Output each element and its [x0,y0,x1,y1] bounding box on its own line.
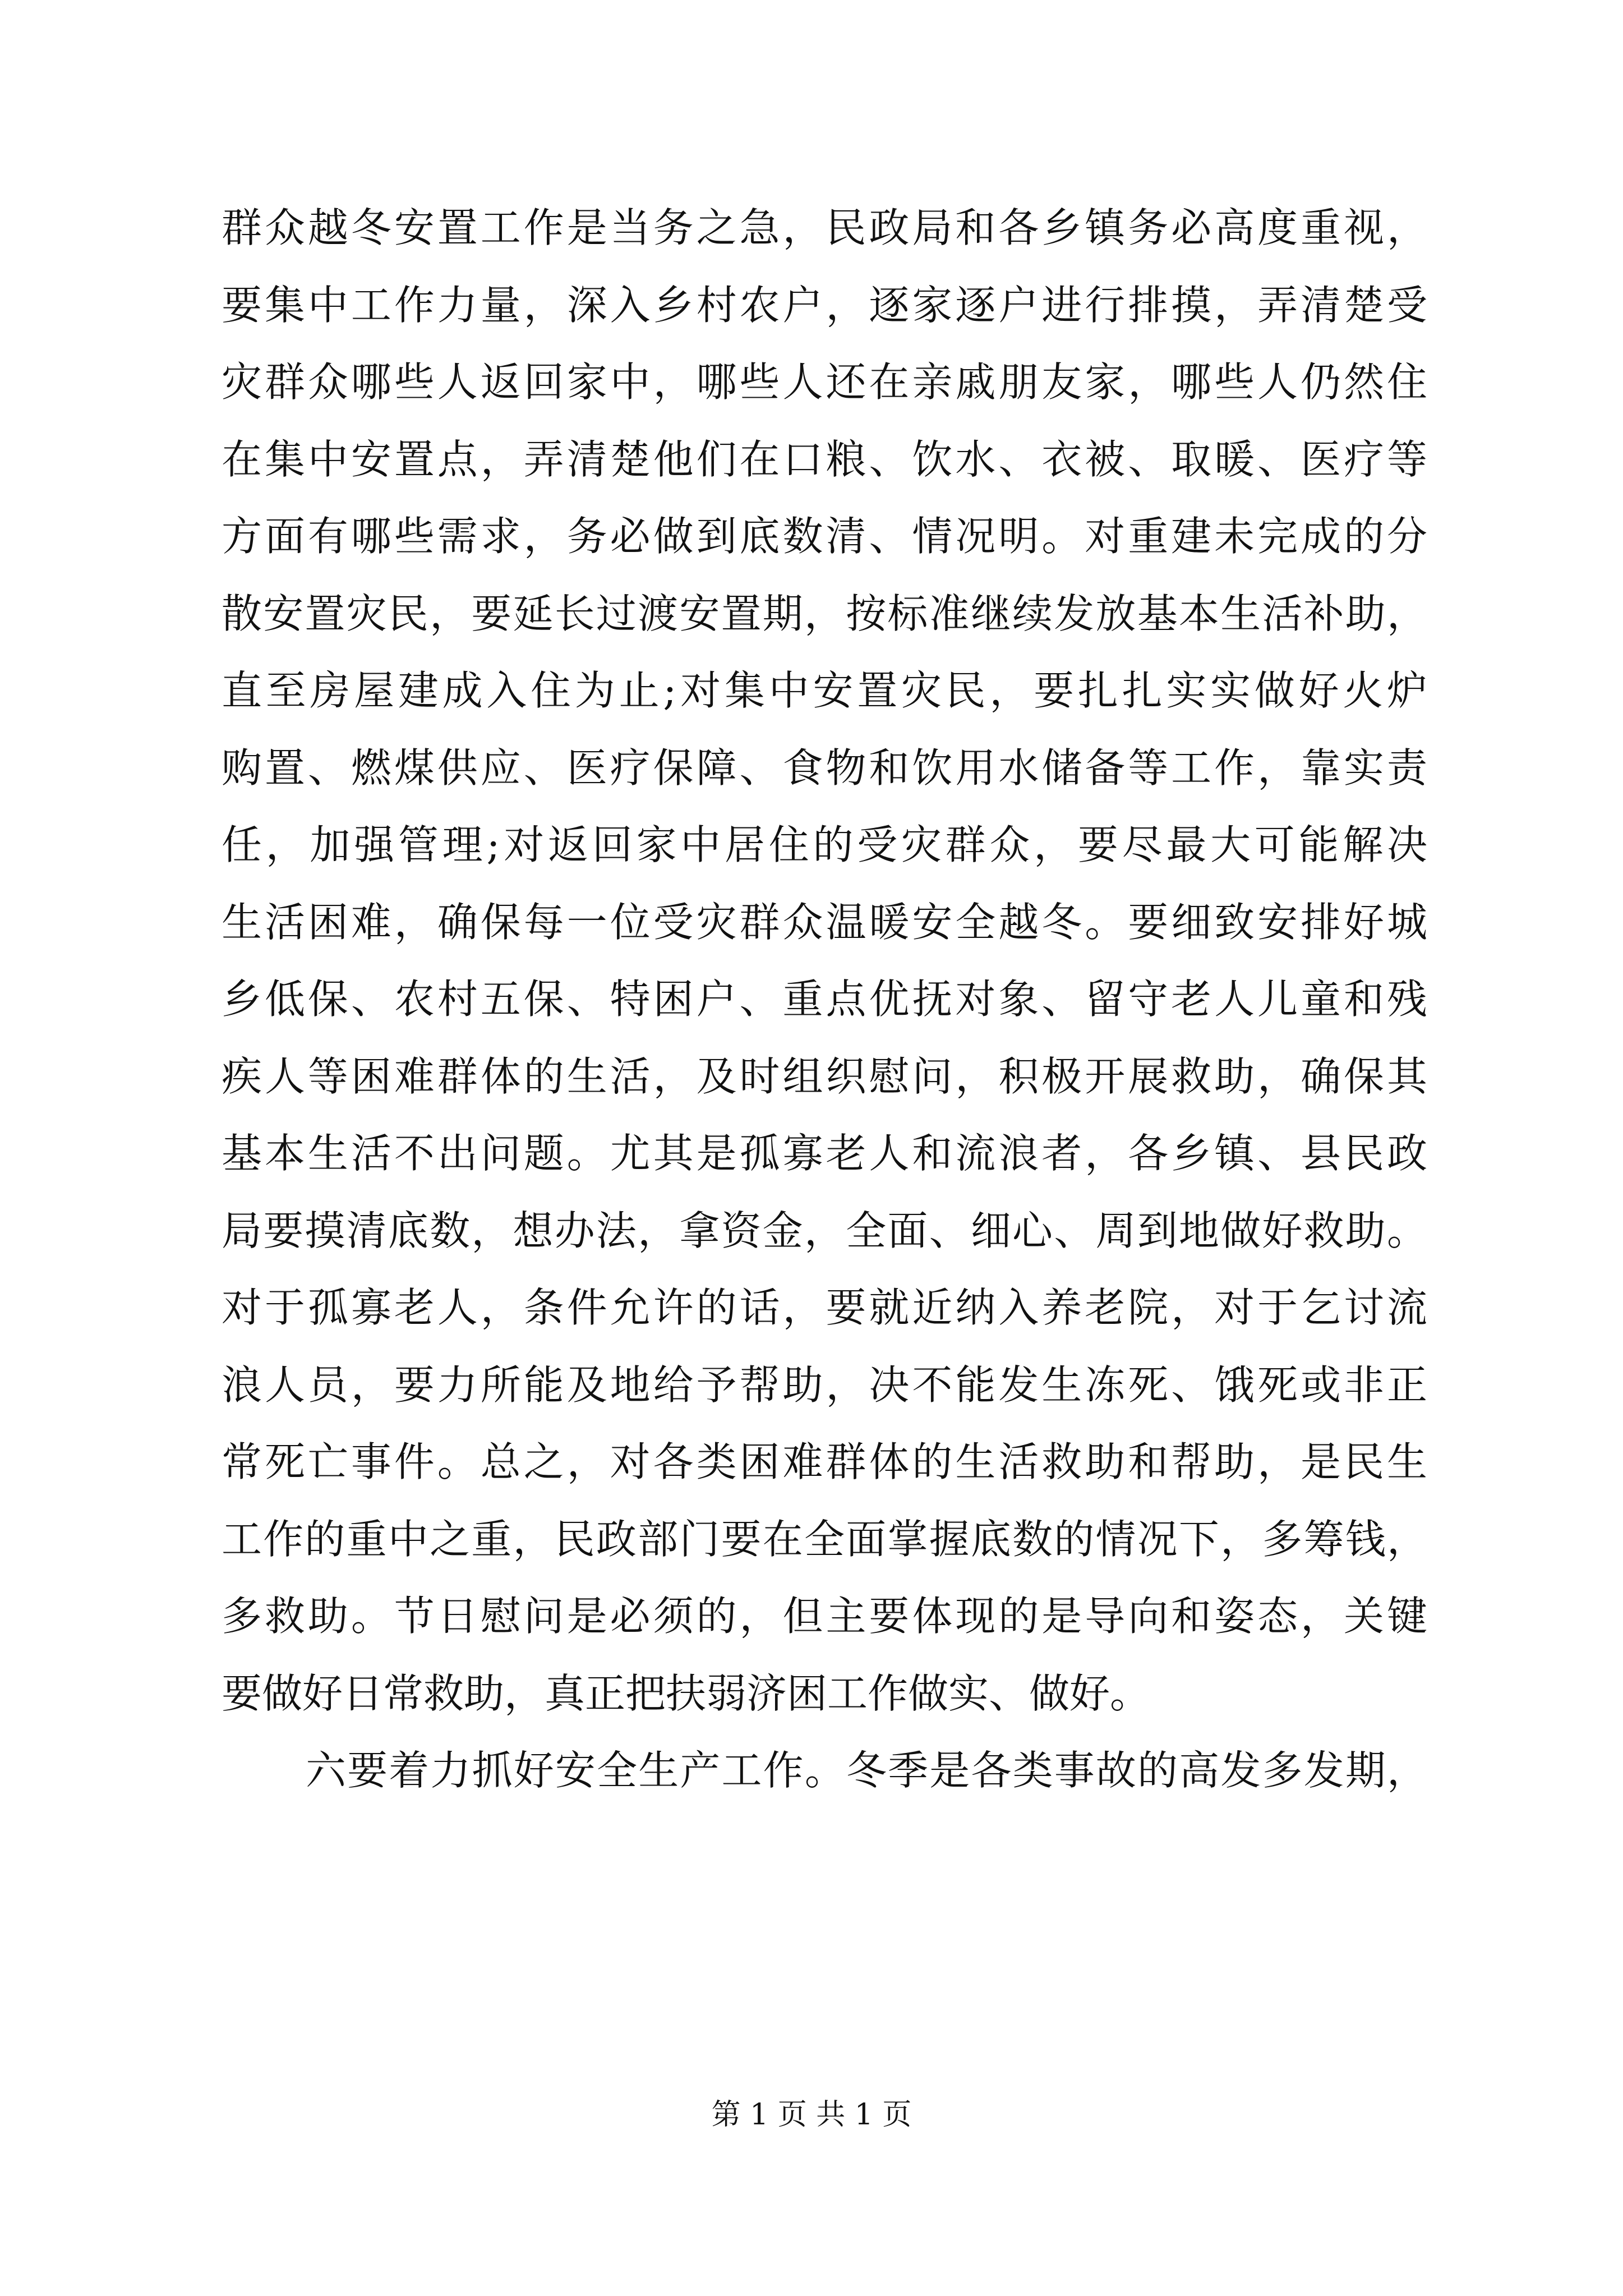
page-number-label: 第 1 页 共 1 页 [711,2098,912,2132]
text-line: 多救助。节日慰问是必须的，但主要体现的是导向和姿态，关键 [222,1593,1427,1640]
text-line: 常死亡事件。总之，对各类困难群体的生活救助和帮助，是民生 [222,1438,1427,1485]
text-line: 基本生活不出问题。尤其是孤寡老人和流浪者，各乡镇、县民政 [222,1130,1427,1177]
text-line: 灾群众哪些人返回家中，哪些人还在亲戚朋友家，哪些人仍然住 [222,358,1427,406]
text-line: 浪人员，要力所能及地给予帮助，决不能发生冻死、饿死或非正 [222,1361,1427,1409]
paragraph [222,1732,1427,1810]
text-line: 工作的重中之重，民政部门要在全面掌握底数的情况下，多筹钱， [222,1515,1427,1563]
text-line: 乡低保、农村五保、特困户、重点优抚对象、留守老人儿童和残 [222,976,1427,1023]
text-line: 要做好日常救助，真正把扶弱济困工作做实、做好。 [222,1669,1151,1717]
document-body [222,190,1427,1810]
page-footer [0,2095,1623,2134]
text-line: 对于孤寡老人，条件允许的话，要就近纳入养老院，对于乞讨流 [222,1284,1427,1331]
text-line: 方面有哪些需求，务必做到底数清、情况明。对重建未完成的分 [222,513,1427,560]
text-line: 购置、燃煤供应、医疗保障、食物和饮用水储备等工作，靠实责 [222,744,1427,792]
text-line: 要集中工作力量，深入乡村农户，逐家逐户进行排摸，弄清楚受 [222,281,1427,329]
text-line: 任，加强管理;对返回家中居住的受灾群众，要尽最大可能解决 [222,821,1427,868]
text-line: 局要摸清底数，想办法，拿资金，全面、细心、周到地做好救助。 [222,1207,1427,1254]
text-line: 在集中安置点，弄清楚他们在口粮、饮水、衣被、取暖、医疗等 [222,435,1427,483]
text-line: 生活困难，确保每一位受灾群众温暖安全越冬。要细致安排好城 [222,898,1427,946]
text-line: 六要着力抓好安全生产工作。冬季是各类事故的高发多发期， [306,1747,1427,1794]
text-line: 群众越冬安置工作是当务之急，民政局和各乡镇务必高度重视， [222,204,1427,251]
paragraph [222,190,1427,1732]
text-line: 直至房屋建成入住为止;对集中安置灾民，要扎扎实实做好火炉 [222,667,1427,714]
text-line: 疾人等困难群体的生活，及时组织慰问，积极开展救助，确保其 [222,1052,1427,1100]
text-line: 散安置灾民，要延长过渡安置期，按标准继续发放基本生活补助， [222,590,1427,637]
